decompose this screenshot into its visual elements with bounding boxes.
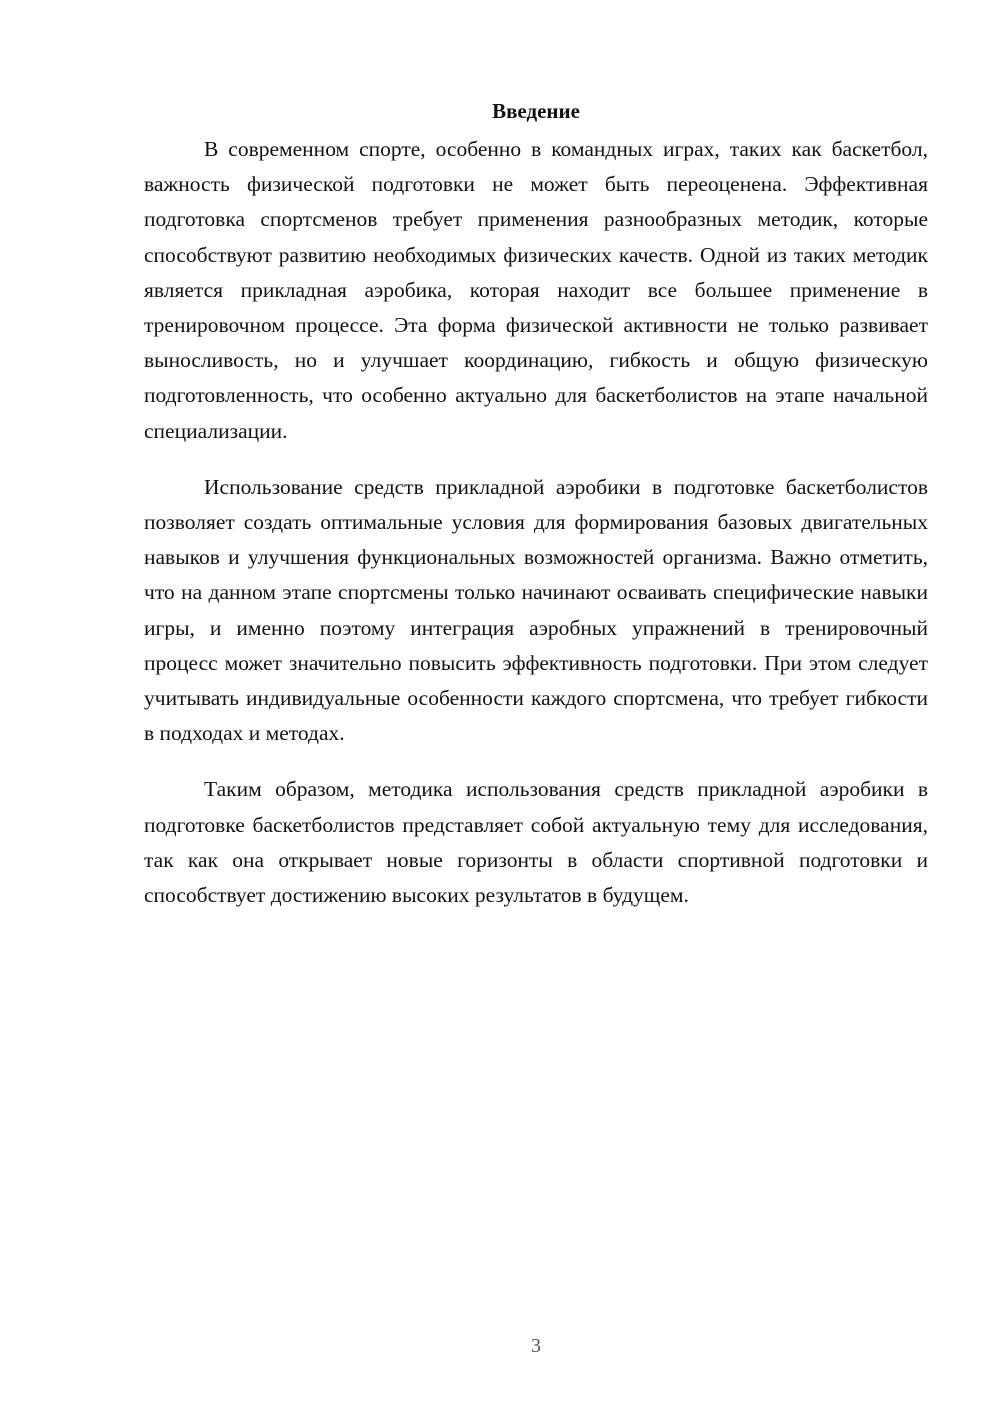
paragraph-2: Использование средств прикладной аэробики в подготовке баскетболистов позволяет создать оптимальные условия для формирования базовых двигательных навыков и улучшения функциональных возможностей организма. Важно отметить, что на данном этапе спортсмены только начинают осваивать специфические навыки игры, и именно поэтому интеграция аэробных упражнений в тренировочный процесс может значительно повысить эффективность подготовки. При этом следует учитывать индивидуальные особенности каждого спортсмена, что требует гибкости в подходах и методах.	[144, 474, 928, 746]
paragraph-1: В современном спорте, особенно в командных играх, таких как баскетбол, важность физической подготовки не может быть переоценена. Эффективная подготовка спортсменов требует применения разнообразных методик, которые способствуют развитию необходимых физических качеств. Одной из таких методик является прикладная аэробика, которая находит все большее применение в тренировочном процессе. Эта форма физической активности не только развивает выносливость, но и улучшает координацию, гибкость и общую физическую подготовленность, что особенно актуально для баскетболистов на этапе начальной специализации.	[144, 137, 928, 443]
page-number: 3	[531, 1335, 541, 1357]
paragraph-3: Таким образом, методика использования средств прикладной аэробики в подготовке баскетболистов представляет собой актуальную тему для исследования, так как она открывает новые горизонты в области спортивной подготовки и способствует достижению высоких результатов в будущем.	[144, 777, 928, 908]
page-content	[144, 96, 928, 934]
page-title: Введение	[492, 99, 580, 123]
